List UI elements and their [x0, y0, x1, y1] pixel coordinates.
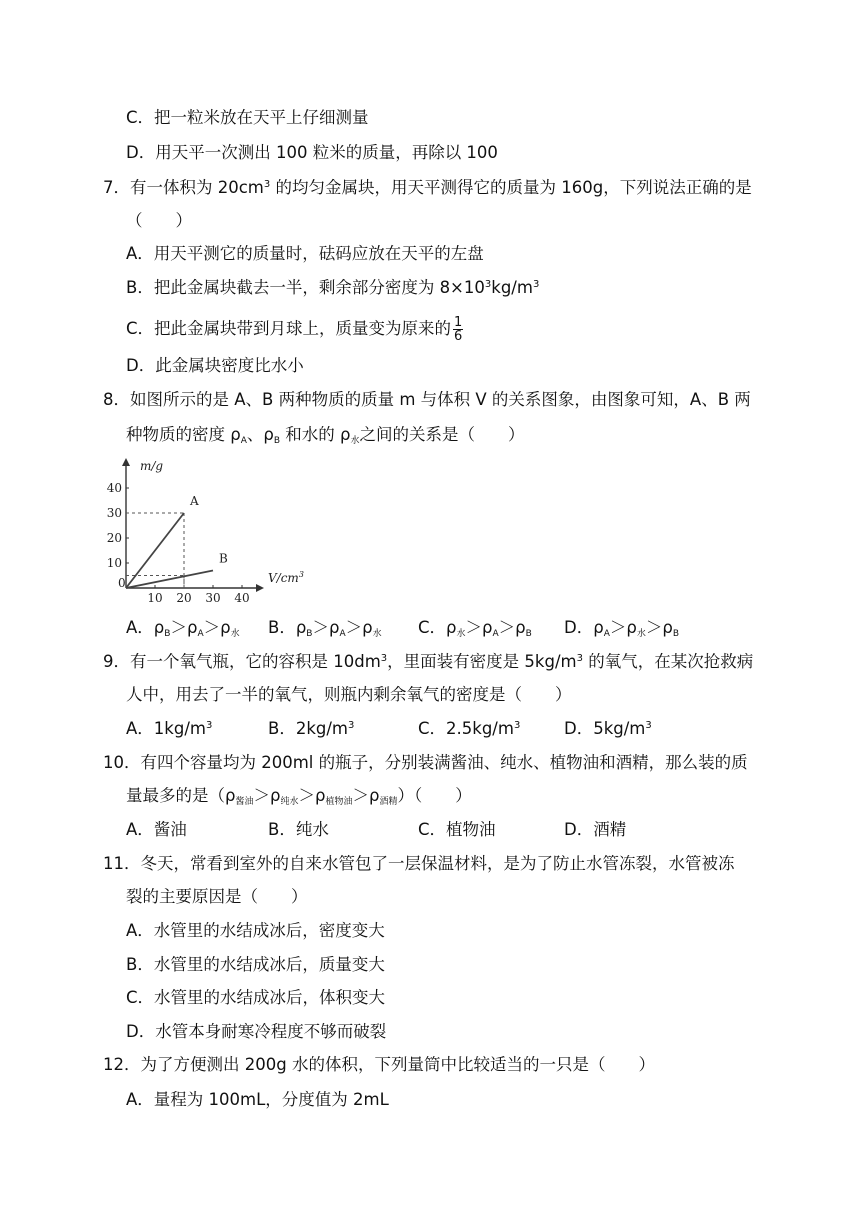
q10-sub3: 植物油 [325, 797, 353, 807]
q8-option-a [126, 617, 240, 639]
x-axis-label-sup: 3 [298, 570, 304, 579]
q8-d-m1: ＞ρ [609, 618, 637, 637]
q10-option-a: A．酱油 [126, 820, 187, 839]
q8-c-s2: A [492, 629, 499, 639]
q9-b-text: B．2kg/m [268, 719, 348, 738]
q8-a-pre: A．ρ [126, 618, 165, 637]
q8-d-s3: B [672, 629, 680, 639]
q6-option-d: D．用天平一次测出 100 粒米的质量，再除以 100 [126, 143, 498, 162]
q10-cont-e: ）（ ） [397, 786, 472, 805]
q9-a-text: A．1kg/m [126, 719, 206, 738]
q9-sup2: 3 [576, 653, 583, 664]
series-line-b [126, 571, 213, 589]
q8-sub-a: A [240, 436, 247, 446]
q8-d-s1: A [603, 629, 610, 639]
q12-stem: 12．为了方便测出 200g 水的体积，下列量筒中比较适当的一只是（ ） [103, 1055, 655, 1074]
q10-option-b: B．纯水 [268, 820, 329, 839]
q8-option-d [564, 617, 679, 639]
q9-c-sup: 3 [513, 720, 521, 731]
q10-option-c: C．植物油 [418, 820, 496, 839]
series-label-a: A [190, 494, 199, 508]
q9-option-d [564, 718, 652, 740]
q10-stem: 10．有四个容量均为 200ml 的瓶子，分别装满酱油、纯水、植物油和酒精，那么装的质 [103, 753, 748, 772]
q10-cont-d: ＞ρ [352, 786, 380, 805]
x-tick-label: 10 [147, 591, 163, 605]
q9-d-sup: 3 [645, 720, 652, 731]
q10-options [126, 819, 766, 841]
q8-a-s2: A [197, 629, 204, 639]
q11-option-a: A．水管里的水结成冰后，密度变大 [126, 921, 385, 940]
q7-option-b-sup2: 3 [532, 279, 540, 290]
x-tick-label: 30 [205, 591, 221, 605]
mass-volume-graph [106, 458, 318, 606]
q8-b-pre: B．ρ [268, 618, 307, 637]
series-label-b: B [219, 551, 228, 566]
q8-b-m1: ＞ρ [312, 618, 340, 637]
q8-c-pre: C．ρ [418, 618, 457, 637]
y-tick-label: 20 [106, 531, 122, 545]
q8-d-s2: 水 [636, 629, 646, 639]
q11-stem-cont: 裂的主要原因是（ ） [126, 887, 308, 906]
q8-a-s3: 水 [230, 629, 240, 639]
x-tick-label: 20 [176, 591, 192, 605]
q7-stem-sup: 3 [263, 179, 271, 190]
q9-option-c [418, 718, 520, 740]
q7-stem [103, 177, 752, 199]
q8-b-m2: ＞ρ [345, 618, 373, 637]
q10-cont-b: ＞ρ [253, 786, 281, 805]
q9-option-b [268, 718, 354, 740]
origin-label: 0 [118, 576, 126, 590]
q7-option-b-mid: kg/m [491, 278, 533, 297]
q7-option-b-pre: B．把此金属块截去一半，剩余部分密度为 8×10 [126, 278, 485, 297]
q10-sub2: 纯水 [280, 797, 299, 807]
q8-stem-cont [126, 424, 525, 446]
x-tick-label: 40 [234, 591, 250, 605]
q7-option-c [126, 316, 463, 343]
q10-stem-cont [126, 785, 472, 807]
q8-a-m2: ＞ρ [203, 618, 231, 637]
x-axis-label [268, 570, 304, 585]
q7-option-d: D．此金属块密度比水小 [126, 356, 304, 375]
y-tick-label: 30 [106, 506, 122, 520]
q10-cont-c: ＞ρ [298, 786, 326, 805]
q8-c-m2: ＞ρ [498, 618, 526, 637]
q9-sup1: 3 [380, 653, 388, 664]
q8-cont-d: 之间的关系是（ ） [359, 425, 525, 444]
q7-option-b-sup1: 3 [484, 279, 492, 290]
q8-a-s1: B [164, 629, 171, 639]
q9-d-text: D．5kg/m [564, 719, 646, 738]
q10-sub4: 酒精 [379, 797, 398, 807]
q8-cont-a: 种物质的密度 ρ [126, 425, 241, 444]
series-line-a [126, 513, 184, 588]
y-axis-arrow [122, 458, 130, 466]
y-axis-label: m/g [140, 459, 164, 473]
q10-cont-a: 量最多的是（ρ [126, 786, 236, 805]
q9-option-a [126, 718, 212, 740]
q9-b-sup: 3 [347, 720, 355, 731]
q9-stem-b: ，里面装有密度是 5kg/m [387, 652, 577, 671]
q8-option-b [268, 617, 382, 639]
q8-b-s2: A [339, 629, 346, 639]
x-axis-label-text: V/cm [268, 571, 299, 585]
q8-sub-b: B [273, 436, 281, 446]
x-axis-arrow [256, 584, 264, 592]
q8-cont-b: 、ρ [246, 425, 274, 444]
q10-sub1: 酱油 [235, 797, 254, 807]
q9-stem-c: 的氧气，在某次抢救病 [582, 652, 754, 671]
q8-b-s3: 水 [372, 629, 382, 639]
y-tick-label: 40 [106, 481, 122, 495]
q9-a-sup: 3 [205, 720, 213, 731]
q8-b-s1: B [306, 629, 313, 639]
q9-c-text: C．2.5kg/m [418, 719, 514, 738]
q8-c-s3: B [525, 629, 532, 639]
q11-option-d: D．水管本身耐寒冷程度不够而破裂 [126, 1022, 387, 1041]
fraction-numerator: 1 [454, 315, 463, 330]
q8-a-m1: ＞ρ [170, 618, 198, 637]
q8-sub-water: 水 [350, 436, 360, 446]
q7-stem-cont: （ ） [126, 211, 192, 230]
q9-stem-a: 9．有一个氧气瓶，它的容积是 10dm [103, 652, 381, 671]
q9-options [126, 718, 766, 740]
q8-options [126, 617, 766, 639]
q11-option-c: C．水管里的水结成冰后，体积变大 [126, 988, 386, 1007]
q11-stem: 11．冬天，常看到室外的自来水管包了一层保温材料，是为了防止水管冻裂，水管被冻 [103, 854, 735, 873]
q7-option-c-text: C．把此金属块带到月球上，质量变为原来的 [126, 319, 452, 338]
q11-option-b: B．水管里的水结成冰后，质量变大 [126, 955, 385, 974]
q8-c-m1: ＞ρ [465, 618, 493, 637]
q8-option-c [418, 617, 532, 639]
q8-d-pre: D．ρ [564, 618, 604, 637]
q7-option-b [126, 277, 539, 299]
q12-option-a: A．量程为 100mL，分度值为 2mL [126, 1090, 389, 1109]
q6-option-c: C．把一粒米放在天平上仔细测量 [126, 108, 369, 127]
q8-c-s1: 水 [456, 629, 466, 639]
q9-stem-cont: 人中，用去了一半的氧气，则瓶内剩余氧气的密度是（ ） [126, 685, 572, 704]
q7-stem-a: 7．有一体积为 20cm [103, 178, 264, 197]
q8-cont-c: 和水的 ρ [280, 425, 351, 444]
q7-stem-b: 的均匀金属块，用天平测得它的质量为 160g，下列说法正确的是 [270, 178, 752, 197]
q8-stem: 8．如图所示的是 A、B 两种物质的质量 m 与体积 V 的关系图象，由图象可知，A、B 两 [103, 390, 751, 409]
one-sixth-fraction [453, 316, 463, 343]
q10-option-d: D．酒精 [564, 820, 627, 839]
fraction-denominator: 6 [454, 329, 463, 344]
y-tick-label: 10 [106, 556, 122, 570]
q9-stem [103, 651, 753, 673]
q7-option-a: A．用天平测它的质量时，砝码应放在天平的左盘 [126, 244, 484, 263]
q8-d-m2: ＞ρ [645, 618, 673, 637]
